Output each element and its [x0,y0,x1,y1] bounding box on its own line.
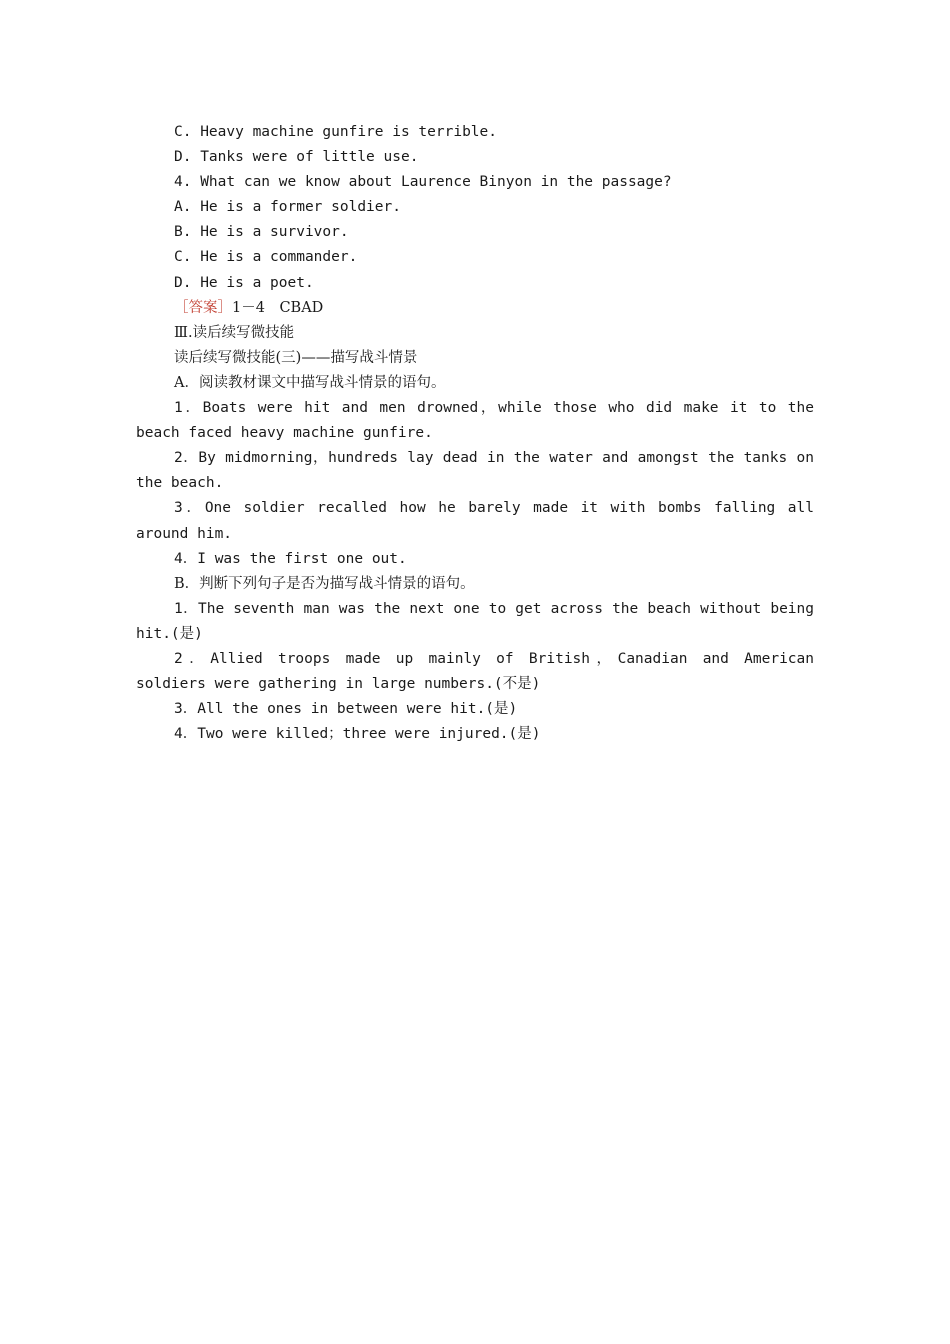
q3-option-c: C. Heavy machine gunfire is terrible. [174,124,498,140]
part-a-sentence-2: 2．By midmorning，hundreds lay dead in the water and amongst the tanks on the beach. [136,450,814,492]
part-a-instruction: A．阅读教材课文中描写战斗情景的语句。 [174,374,446,391]
answer-tag: ［答案］ [174,299,232,316]
part-b-sentence-2: 2．Allied troops made up mainly of British，Canadian and American soldiers were gathering in large numbers.(不是) [136,650,814,693]
q4-option-c: C. He is a commander. [174,249,358,266]
part-b-sentence-4: 4．Two were killed；three were injured.(是) [174,726,541,743]
section-subheading: 读后续写微技能(三)——描写战斗情景 [174,349,418,366]
q4-stem: 4. What can we know about Laurence Binyon in the passage? [174,174,672,191]
q4-option-b: B. He is a survivor. [174,224,349,241]
section-heading: Ⅲ.读后续写微技能 [174,324,295,341]
part-b-sentence-1: 1．The seventh man was the next one to get across the beach without being hit.(是) [136,600,814,642]
part-a-sentence-4: 4．I was the first one out. [174,550,407,567]
answer-text: 1－4 CBAD [232,299,324,316]
answer-line [136,296,814,321]
q4-option-d: D. He is a poet. [174,274,314,291]
part-a-sentence-1: 1．Boats were hit and men drowned，while those who did make it to the beach faced heavy machine gunfire. [136,400,814,442]
part-b-instruction: B．判断下列句子是否为描写战斗情景的语句。 [174,575,475,592]
q4-option-a: A. He is a former soldier. [174,199,401,216]
part-a-sentence-3: 3．One soldier recalled how he barely made it with bombs falling all around him. [136,500,814,542]
document-page [136,120,814,747]
q3-option-d: D. Tanks were of little use. [174,149,419,166]
part-b-sentence-3: 3．All the ones in between were hit.(是) [174,701,518,718]
